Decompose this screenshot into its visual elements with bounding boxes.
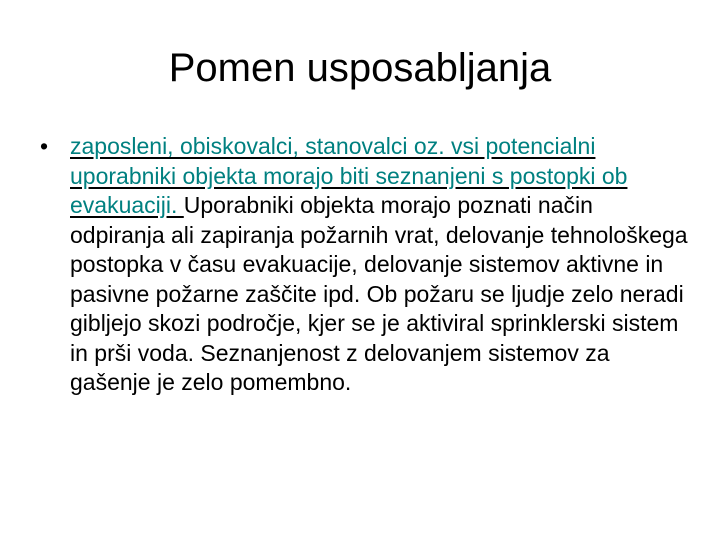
bullet-body-text: Uporabniki objekta morajo poznati način odpiranja ali zapiranja požarnih vrat, delovanje tehnološkega postopka v času evakuacije, delovanje sistemov aktivne in pasivne požarne zaščite ipd. Ob požaru se ljudje zelo neradi gibljejo skozi področje, kjer se je aktiviral sprinklerski sistem in prši voda. Seznanjenost z delovanjem sistemov za gašenje je zelo pomembno.: [70, 192, 688, 395]
bullet-list: [40, 132, 690, 398]
bullet-marker: •: [40, 133, 49, 159]
bullet-item: [40, 132, 690, 398]
evacuation-link[interactable]: zaposleni, obiskovalci, stanovalci oz. vsi potencialni uporabniki objekta morajo biti seznanjeni s postopki ob evakuaciji.: [70, 133, 628, 218]
slide-title: Pomen usposabljanja: [168, 46, 552, 90]
